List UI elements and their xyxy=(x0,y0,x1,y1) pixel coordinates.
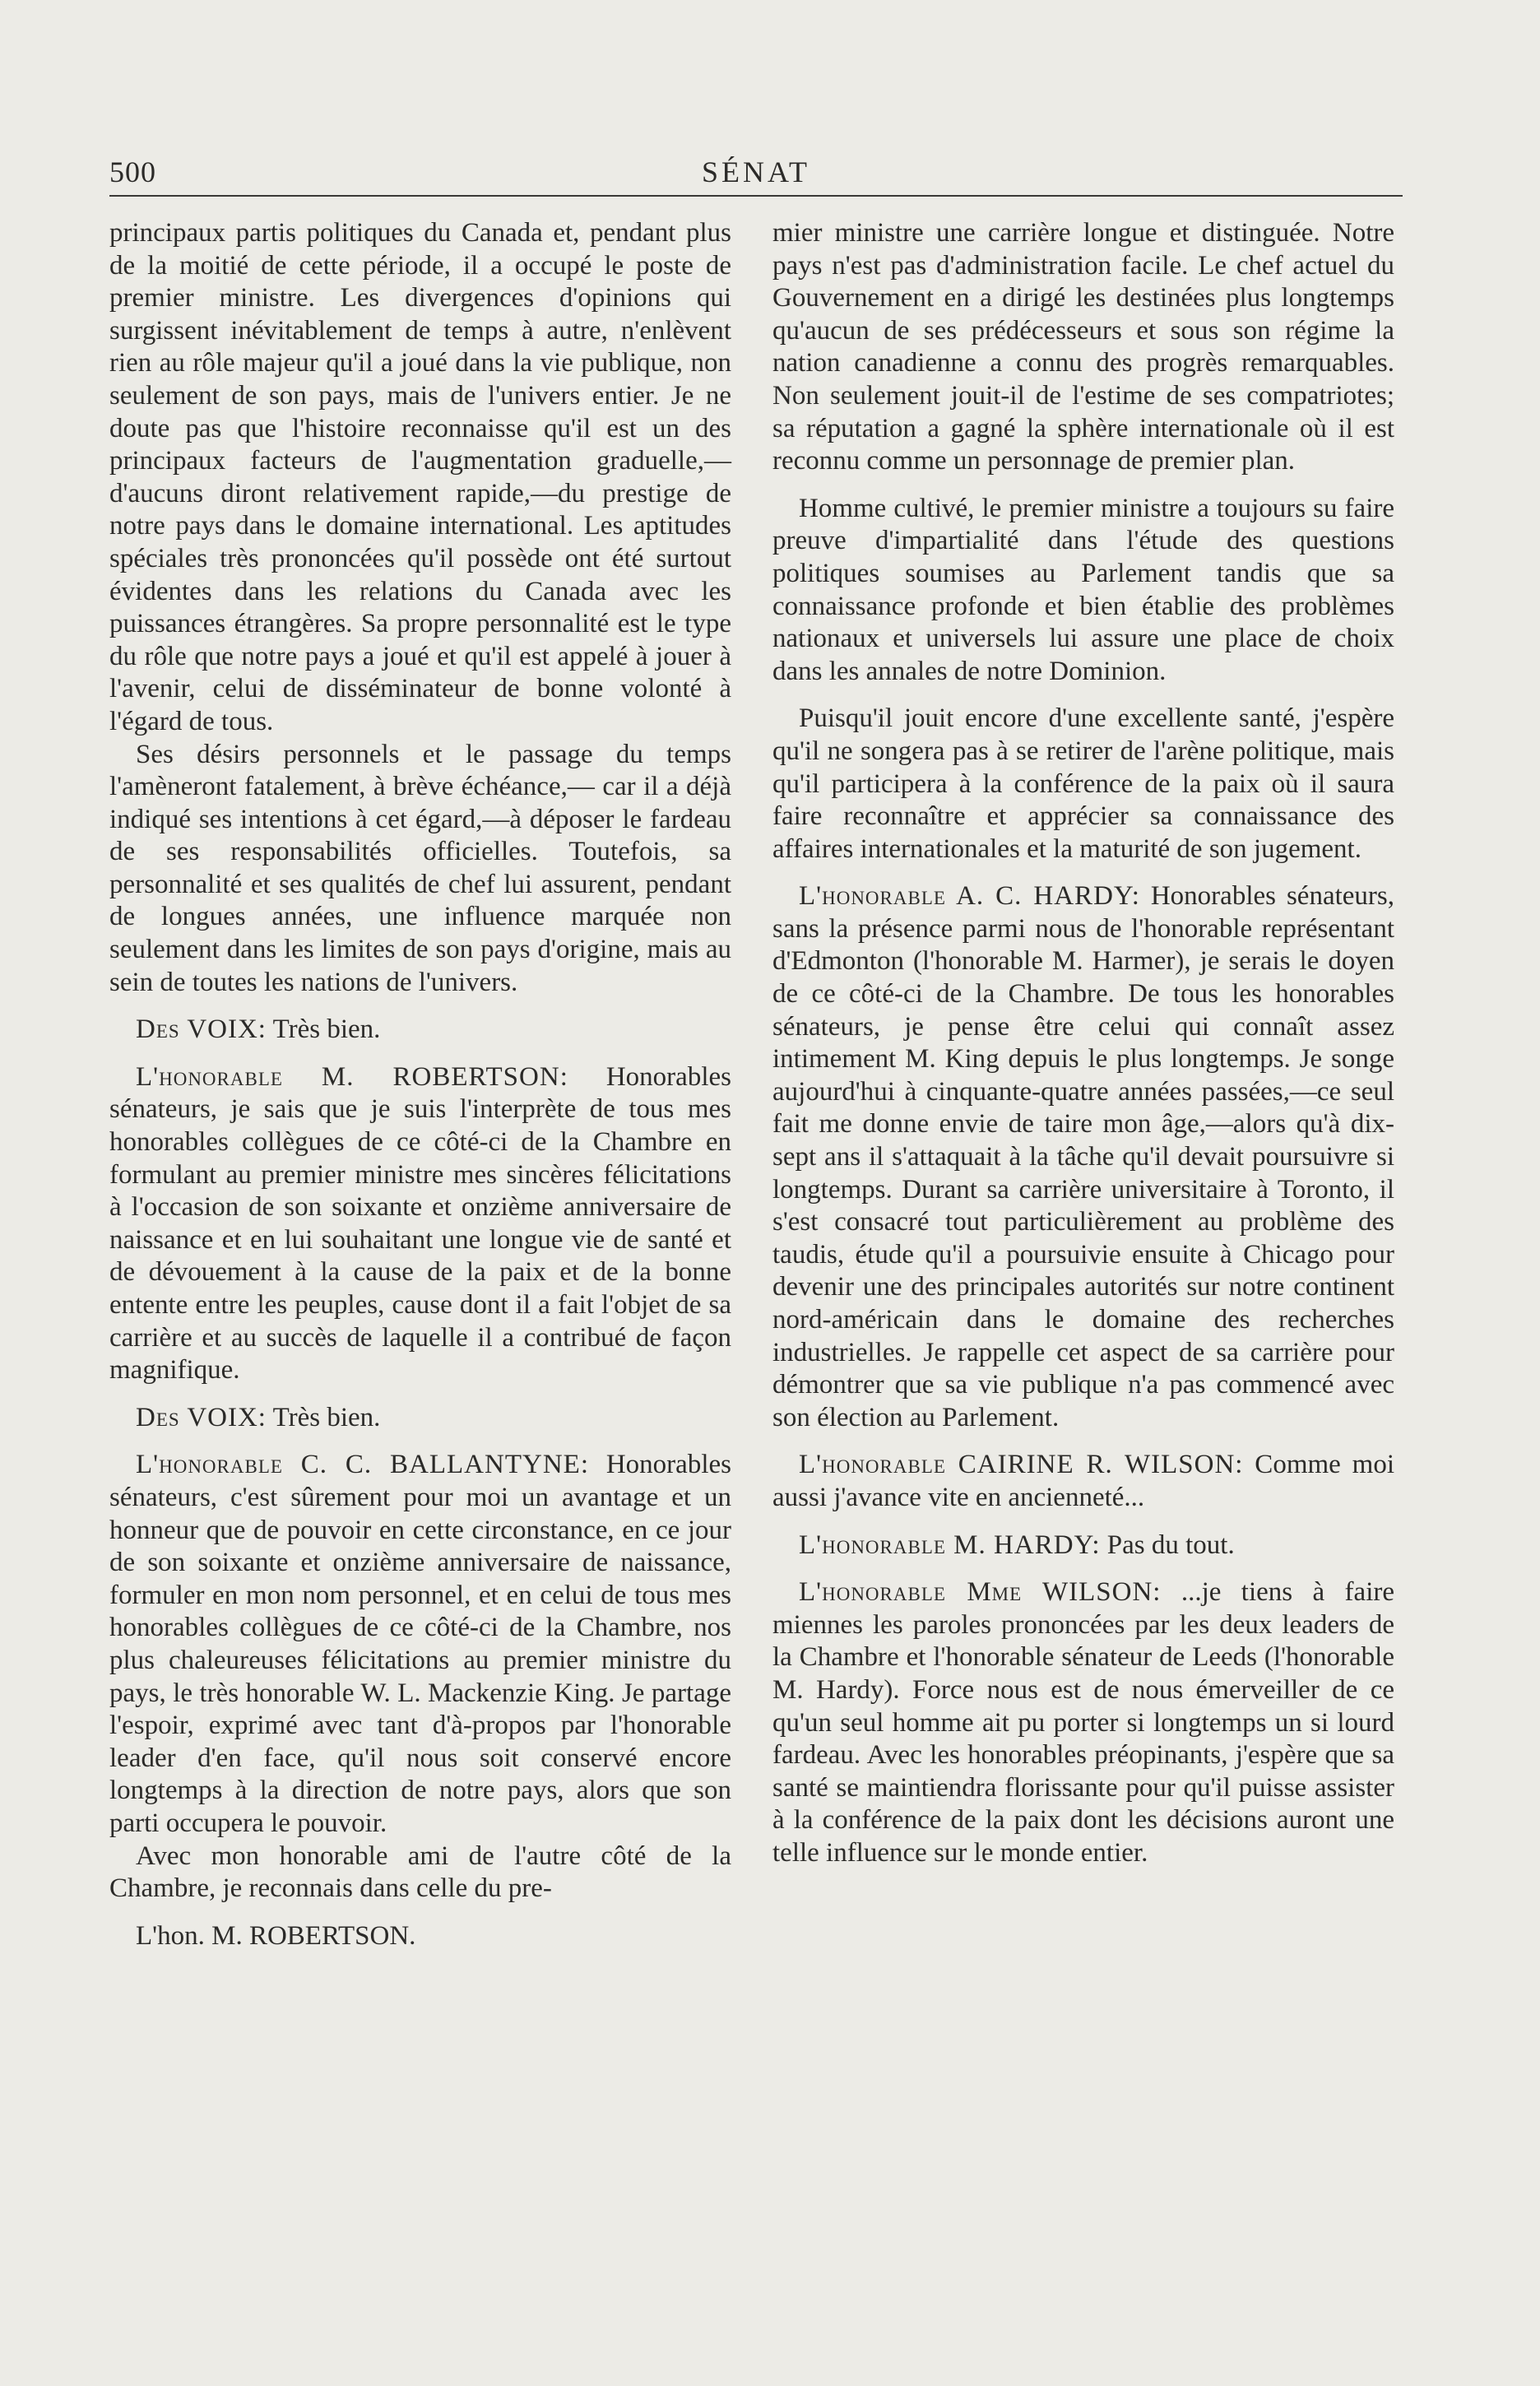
paragraph-text: Très bien. xyxy=(266,1014,381,1045)
speaker-name: L'honorable M. ROBERTSON: xyxy=(136,1061,568,1092)
paragraph xyxy=(109,739,731,1000)
speaker-name: L'honorable C. C. BALLANTYNE: xyxy=(136,1450,589,1480)
speaker-name: Des VOIX: xyxy=(136,1014,267,1045)
speaker-name: L'honorable Mme WILSON: xyxy=(799,1577,1162,1608)
paragraph-text: Honorables sénateurs, c'est sûrement pour moi un avantage et un honneur que de pouvoir en cette circonstance, en ce jour de son soixante et onzième anniversaire de naissance, formuler en mon nom personnel, et en celui de tous mes honorables collègues de ce côté-ci de la Chambre, nos plus chaleureuses félicitations au premier ministre du pays, le très honorable W. L. Mackenzie King. Je partage l'espoir, exprimé avec tant d'à-propos par l'honorable leader d'en face, qu'il nous soit conservé encore longtemps à la direction de notre pays, alors que son parti occupera le pouvoir. xyxy=(109,1450,731,1838)
paragraph-text: Puisqu'il jouit encore d'une excellente santé, j'espère qu'il ne songera pas à se retirer de l'arène politique, mais qu'il participera à la conférence de la paix où il saura faire reconnaître et apprécier sa connaissance des affaires internationales et la maturité de son jugement. xyxy=(772,703,1394,864)
paragraph-text: Avec mon honorable ami de l'autre côté de la Chambre, je reconnais dans celle du pre- xyxy=(109,1841,731,1904)
paragraph-text: Comme moi aussi j'avance vite en ancienneté... xyxy=(772,1450,1394,1512)
speaker-name: Des VOIX: xyxy=(136,1402,267,1432)
speaker-name: L'honorable CAIRINE R. WILSON: xyxy=(799,1450,1244,1480)
header-rule xyxy=(109,195,1403,197)
speaker-name: L'honorable M. HARDY: xyxy=(799,1530,1101,1560)
page-header xyxy=(109,138,1403,197)
paragraph xyxy=(109,1402,731,1435)
paragraph xyxy=(109,1841,731,1906)
speaker-name: L'honorable A. C. HARDY: xyxy=(799,881,1140,912)
paragraph xyxy=(772,1576,1394,1869)
paragraph-text: Pas du tout. xyxy=(1100,1530,1235,1560)
paragraph xyxy=(772,493,1394,689)
page-number: 500 xyxy=(109,156,156,188)
paragraph xyxy=(109,217,731,739)
running-head: SÉNAT xyxy=(701,156,810,188)
right-column xyxy=(772,217,1394,1870)
paragraph-text: principaux partis politiques du Canada et, pendant plus de la moitié de cette période, il a occupé le poste de premier ministre. Les divergences d'opinions qui surgissent inévitablement de temps à autre, n'enlèvent rien au rôle majeur qu'il a joué dans la vie publique, non seulement de son pays, mais de l'univers entier. Je ne doute pas que l'histoire reconnaisse qu'il est un des principaux facteurs de l'augmentation graduelle,—d'aucuns diront relativement rapide,—du prestige de notre pays dans le domaine international. Les aptitudes spéciales très prononcées qu'il possède ont été surtout évidentes dans les relations du Canada avec les puissances étrangères. Sa propre personnalité est le type du rôle que notre pays a joué et qu'il est appelé à jouer à l'avenir, celui de disséminateur de bonne volonté à l'égard de tous. xyxy=(109,218,731,736)
paragraph xyxy=(109,1449,731,1840)
paragraph xyxy=(772,1530,1394,1562)
paragraph-text: ...je tiens à faire miennes les paroles prononcées par les deux leaders de la Chambre et l'honorable sénateur de Leeds (l'honorable M. Hardy). Force nous est de nous émerveiller de ce qu'un seul homme ait pu porter si longtemps un si lourd fardeau. Avec les honorables préopinants, j'espère que sa santé se maintiendra florissante pour qu'il puisse assister à la conférence de la paix dont les décisions auront une telle influence sur le monde entier. xyxy=(772,1577,1394,1868)
paragraph xyxy=(772,703,1394,866)
paragraph xyxy=(772,217,1394,478)
text-columns xyxy=(109,217,1403,2225)
left-column xyxy=(109,217,731,1952)
paragraph xyxy=(109,1014,731,1047)
paragraph-text: Homme cultivé, le premier ministre a toujours su faire preuve d'impartialité dans l'étude des questions politiques soumises au Parlement tandis que sa connaissance profonde et bien établie des problèmes nationaux et universels lui assure une place de choix dans les annales de notre Dominion. xyxy=(772,493,1394,686)
paragraph xyxy=(109,1061,731,1387)
paragraph-text: Très bien. xyxy=(266,1402,381,1432)
paragraph-text: Ses désirs personnels et le passage du temps l'amèneront fatalement, à brève échéance,— car il a déjà indiqué ses intentions à cet égard,—à déposer le fardeau de ses responsabilités officielles. Toutefois, sa personnalité et ses qualités de chef lui assurent, pendant de longues années, une influence marquée non seulement dans les limites de son pays d'origine, mais au sein de toutes les nations de l'univers. xyxy=(109,739,731,997)
paragraph xyxy=(772,880,1394,1434)
speaker-footer: L'hon. M. ROBERTSON. xyxy=(136,1920,416,1951)
paragraph xyxy=(772,1449,1394,1514)
paragraph-text: Honorables sénateurs, je sais que je suis l'interprète de tous mes honorables collègues de ce côté-ci de la Chambre en formulant au premier ministre mes sincères félicitations à l'occasion de son soixante et onzième anniversaire de naissance et en lui souhaitant une longue vie de santé et de dévouement à la cause de la paix et de la bonne entente entre les peuples, cause dont il a fait l'objet de sa carrière et au succès de laquelle il a contribué de façon magnifique. xyxy=(109,1061,731,1386)
paragraph-text: Honorables sénateurs, sans la présence parmi nous de l'honorable représentant d'Edmonton (l'honorable M. Harmer), je serais le doyen de ce côté-ci de la Chambre. De tous les honorables sénateurs, je pense être celui qui connaît assez intimement M. King depuis le plus longtemps. Je songe aujourd'hui à cinquante-quatre années passées,—ce seul fait me donne envie de taire mon âge,—alors qu'à dix-sept ans il s'attaquait à la tâche qu'il devait poursuivre si longtemps. Durant sa carrière universitaire à Toronto, il s'est consacré tout particulièrement au problème des taudis, étude qu'il a poursuivie ensuite à Chicago pour devenir une des principales autorités sur notre continent nord-américain dans le domaine des recherches industrielles. Je rappelle cet aspect de sa carrière pour démontrer que sa vie publique n'a pas commencé avec son élection au Parlement. xyxy=(772,881,1394,1432)
paragraph-text: mier ministre une carrière longue et distinguée. Notre pays n'est pas d'administration facile. Le chef actuel du Gouvernement en a dirigé les destinées plus longtemps qu'aucun de ses prédécesseurs et sous son régime la nation canadienne a connu des progrès remarquables. Non seulement jouit-il de l'estime de ses compatriotes; sa réputation a gagné la sphère internationale où il est reconnu comme un personnage de premier plan. xyxy=(772,218,1394,476)
